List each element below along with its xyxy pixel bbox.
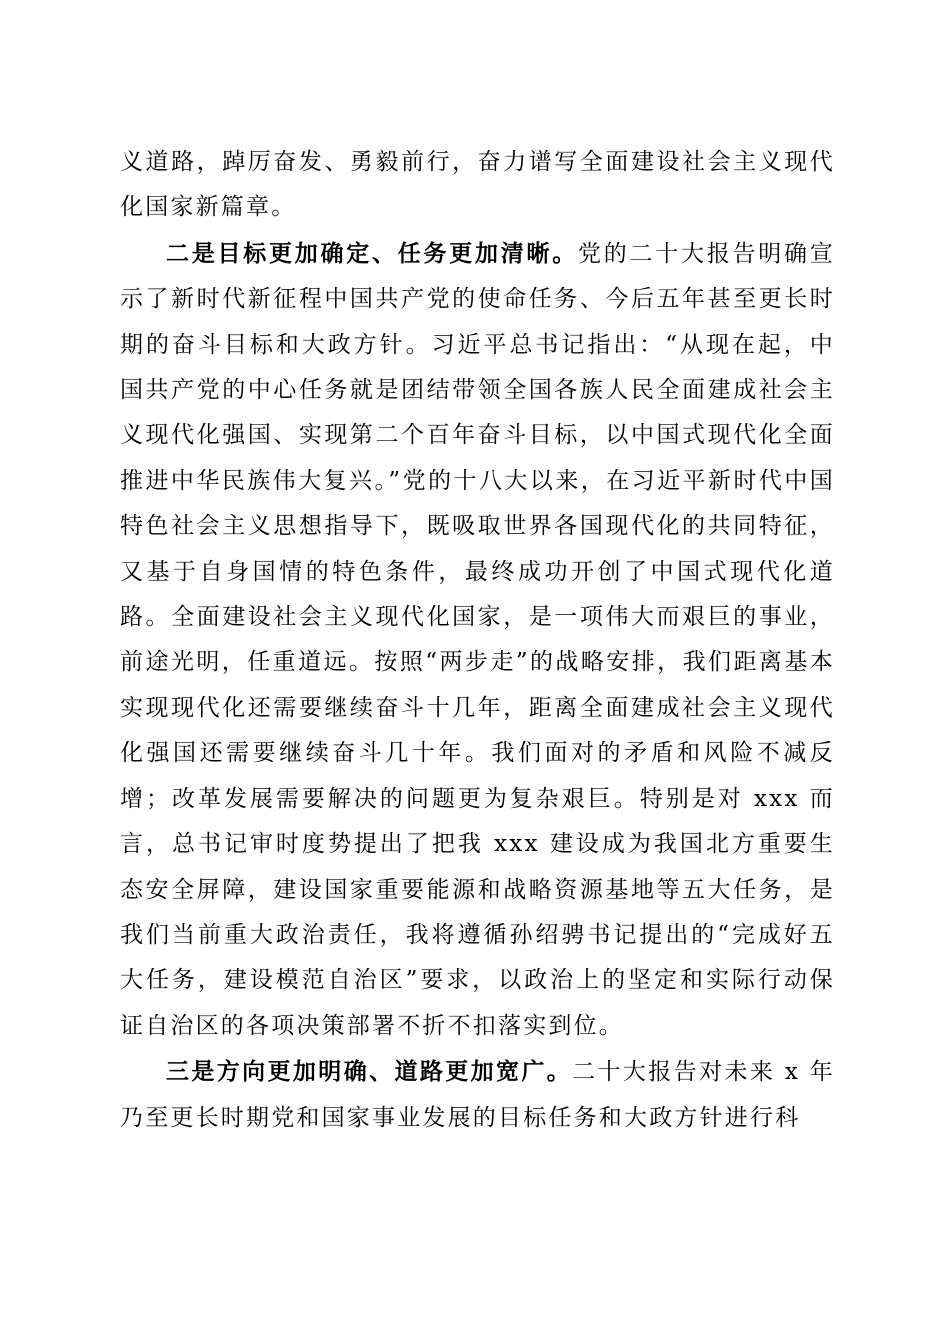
paragraph-heading: 三是方向更加明确、道路更加宽广。 — [166, 1058, 573, 1086]
paragraph-continuation — [120, 140, 835, 231]
paragraph-point-two — [120, 231, 835, 1049]
paragraph-text: 二十大报告对未来 x 年乃至更长时期党和国家事业发展的目标任务和大政方针进行科 — [120, 1059, 835, 1131]
paragraph-text: 义道路，踔厉奋发、勇毅前行，奋力谱写全面建设社会主义现代化国家新篇章。 — [120, 149, 835, 221]
paragraph-point-three — [120, 1049, 835, 1141]
paragraph-text: 党的二十大报告明确宣示了新时代新征程中国共产党的使命任务、今后五年甚至更长时期的奋斗目标和大政方针。习近平总书记指出：“从现在起，中国共产党的中心任务就是团结带领全国各族人民全面建成社会主义现代化强国、实现第二个百年奋斗目标，以中国式现代化全面推进中华民族伟大复兴。”党的十八大以来，在习近平新时代中国特色社会主义思想指导下，既吸取世界各国现代化的共同特征，又基于自身国情的特色条件，最终成功开创了中国式现代化道路。全面建设社会主义现代化国家，是一项伟大而艰巨的事业，前途光明，任重道远。按照“两步走”的战略安排，我们距离基本实现现代化还需要继续奋斗十几年，距离全面建成社会主义现代化强国还需要继续奋斗几十年。我们面对的矛盾和风险不减反增；改革发展需要解决的问题更为复杂艰巨。特别是对 xxx 而言，总书记审时度势提出了把我 xxx 建设成为我国北方重要生态安全屏障，建设国家重要能源和战略资源基地等五大任务，是我们当前重大政治责任，我将遵循孙绍骋书记提出的“完成好五大任务，建设模范自治区”要求，以政治上的坚定和实际行动保证自治区的各项决策部署不折不扣落实到位。 — [120, 240, 835, 1039]
paragraph-heading: 二是目标更加确定、任务更加清晰。 — [166, 239, 579, 267]
document-body — [120, 140, 835, 1141]
